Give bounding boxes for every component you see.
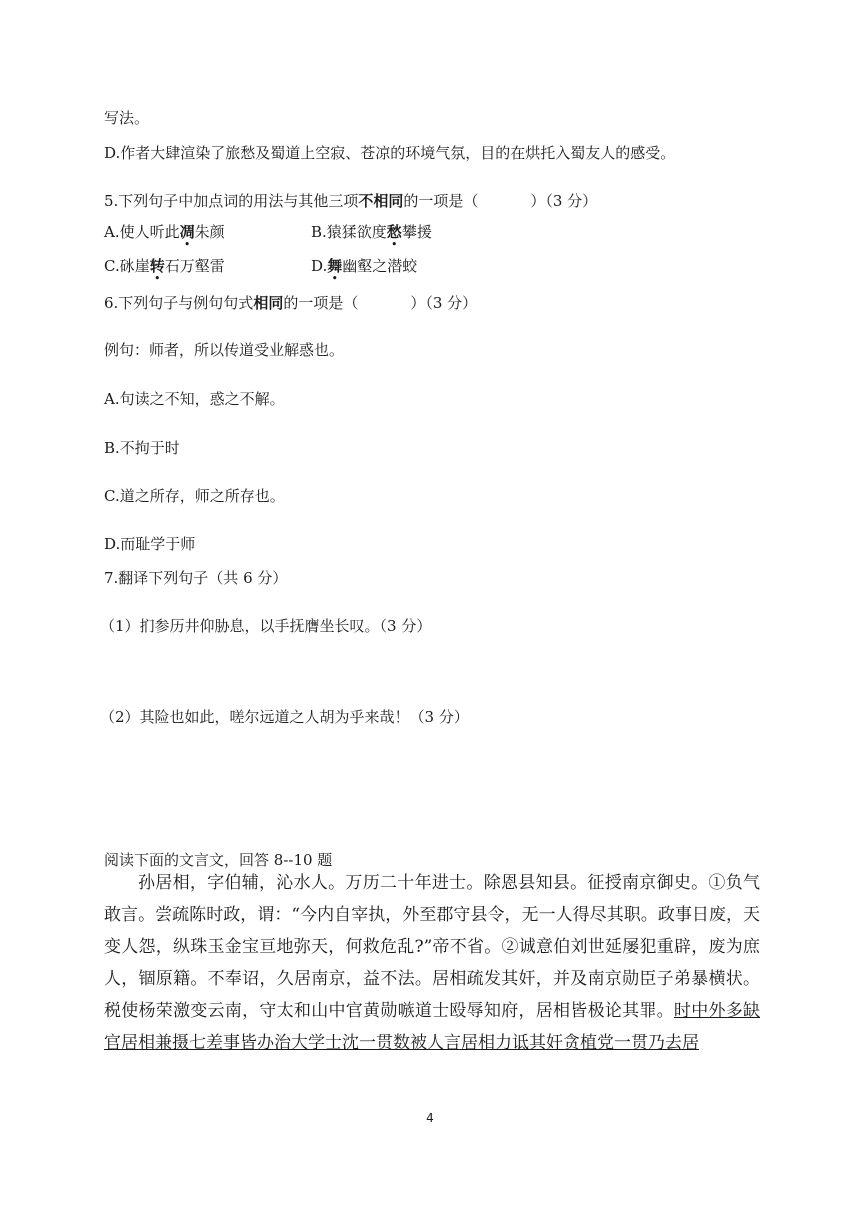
q5-option-b bbox=[311, 222, 432, 242]
q6-score: ）（3 分） bbox=[410, 294, 478, 312]
question-6 bbox=[104, 293, 477, 313]
dotted-word: 转 bbox=[149, 257, 165, 275]
option-text: B.猿猱欲度 bbox=[311, 223, 387, 241]
q6-example: 例句：师者，所以传道受业解惑也。 bbox=[104, 341, 345, 359]
dotted-word: 愁 bbox=[386, 223, 402, 241]
option-text: A.使人听此 bbox=[104, 223, 180, 241]
question-5 bbox=[104, 191, 597, 211]
option-text: C.砯崖 bbox=[104, 257, 150, 275]
q6-bold-word: 相同 bbox=[253, 294, 284, 312]
reading-passage bbox=[104, 867, 760, 1059]
reading-intro: 阅读下面的文言文，回答 8--10 题 bbox=[104, 851, 333, 869]
dotted-word: 凋 bbox=[179, 223, 195, 241]
option-d-previous: D.作者大肆渲染了旅愁及蜀道上空寂、苍凉的环境气氛，目的在烘托入蜀友人的感受。 bbox=[104, 144, 676, 162]
option-text: D. bbox=[311, 257, 328, 275]
q6-option-d: D.而耻学于师 bbox=[104, 535, 196, 553]
q7-item-2: （2）其险也如此，嗟尔远道之人胡为乎来哉！（3 分） bbox=[100, 708, 469, 726]
dotted-word: 舞 bbox=[327, 257, 343, 275]
q6-option-c: C.道之所存，师之所存也。 bbox=[104, 487, 285, 505]
option-text: 石万壑雷 bbox=[164, 257, 225, 275]
q5-text-pre: 5.下列句子中加点词的用法与其他三项 bbox=[104, 192, 359, 210]
q5-score: ）（3 分） bbox=[530, 192, 598, 210]
q5-bold-word: 不相同 bbox=[358, 192, 404, 210]
option-text: 幽壑之潜蛟 bbox=[342, 257, 418, 275]
passage-text: 孙居相，字伯辅，沁水人。万历二十年进士。除恩县知县。征授南京御史。①负气敢言。尝疏陈时政，谓：“今内自宰执，外至郡守县令，无一人得尽其职。政事日废，天变人怨，纵珠玉金宝亘地弥天，何救危乱?”帝不省。②诚意伯刘世延屡犯重辟，废为庶人，锢原籍。不奉诏，久居南京，益不法。居相疏发其奸，并及南京勋臣子弟暴横状。税使杨荣激变云南，守太和山中官黄勋嗾道士殴辱知府，居相皆极论其罪。 bbox=[104, 873, 760, 1021]
q6-text-pre: 6.下列句子与例句句式 bbox=[104, 294, 254, 312]
option-text: 攀援 bbox=[401, 223, 432, 241]
passage-underlined-text: 时中外多缺官居相兼摄七差事皆办治大学士沈一贯数被人言居相力诋其奸贪植党一贯乃去居 bbox=[104, 1001, 761, 1053]
question-7: 7.翻译下列句子（共 6 分） bbox=[104, 569, 288, 587]
q5-option-d bbox=[311, 256, 417, 276]
fragment-text: 写法。 bbox=[104, 109, 150, 127]
q5-option-c bbox=[104, 256, 225, 276]
q5-text-post: 的一项是（ bbox=[403, 192, 479, 210]
q5-option-a bbox=[104, 222, 225, 242]
page-number: 4 bbox=[426, 1111, 434, 1125]
q6-text-post: 的一项是（ bbox=[283, 294, 359, 312]
q6-option-b: B.不拘于时 bbox=[104, 439, 180, 457]
option-text: 朱颜 bbox=[194, 223, 225, 241]
q7-item-1: （1）扪参历井仰胁息，以手抚膺坐长叹。（3 分） bbox=[100, 617, 432, 635]
q6-option-a: A.句读之不知，惑之不解。 bbox=[104, 390, 285, 408]
